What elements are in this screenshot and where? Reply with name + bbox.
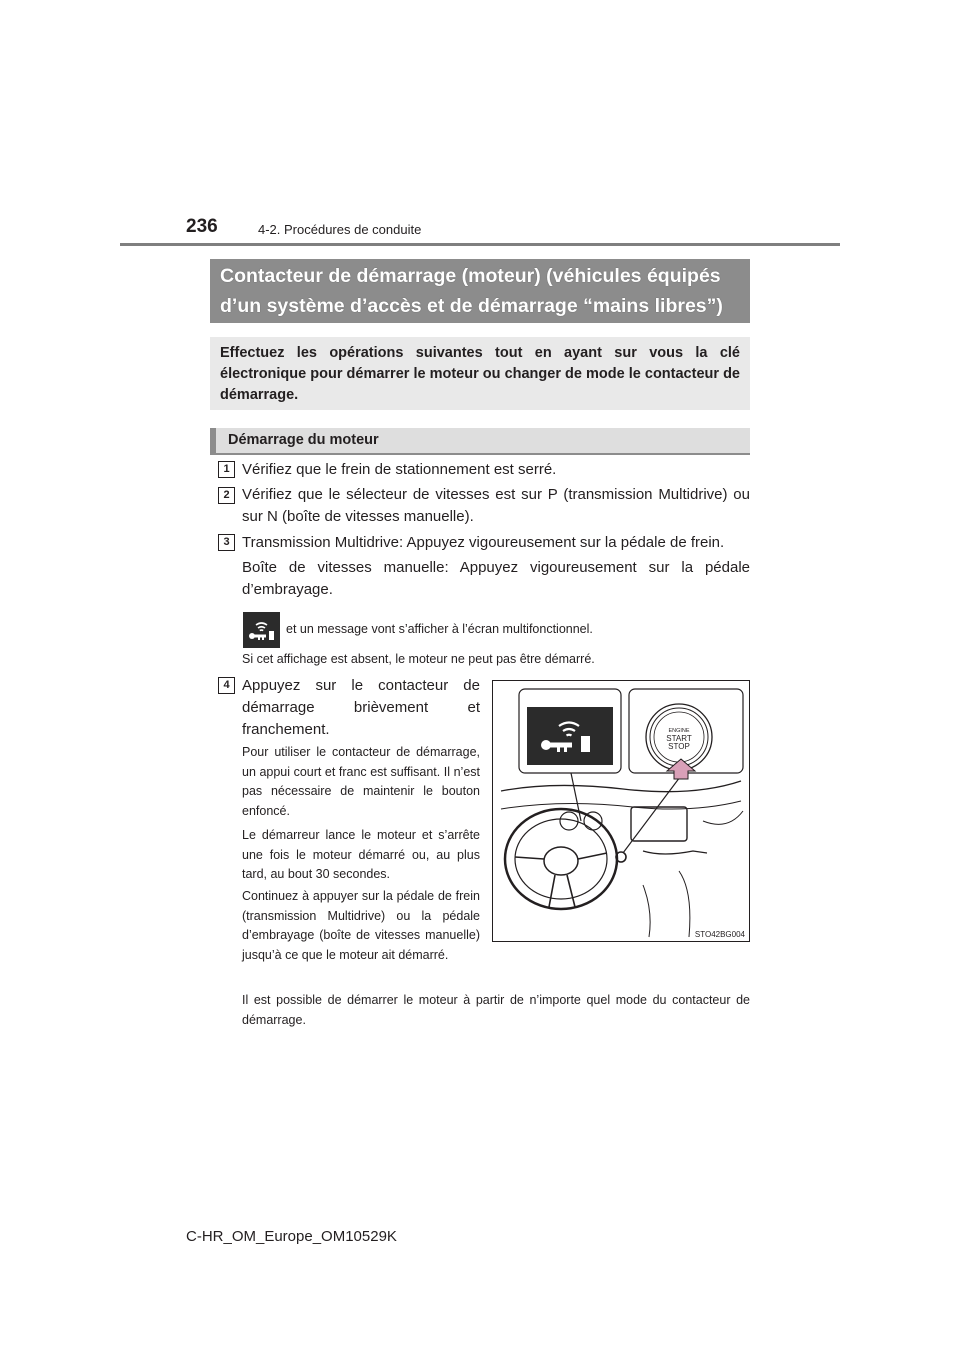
- indicator-absent-note: Si cet affichage est absent, le moteur ne peut pas être démarré.: [242, 652, 595, 666]
- section-header: [210, 428, 750, 455]
- dashboard-drawing: [493, 681, 749, 941]
- document-footer: C-HR_OM_Europe_OM10529K: [186, 1228, 397, 1245]
- intro-text: Effectuez les opérations suivantes tout en ayant sur vous la clé électronique pour démarrer le moteur ou changer de mode le contacteur de démarrage.: [210, 337, 750, 410]
- title-line-2: d’un système d’accès et de démarrage “mains libres”): [220, 295, 723, 317]
- step-number-3: 3: [218, 534, 235, 551]
- step-1-text: Vérifiez que le frein de stationnement est serré.: [242, 461, 557, 478]
- chapter-title: 4-2. Procédures de conduite: [258, 222, 422, 237]
- title-line-1: Contacteur de démarrage (moteur) (véhicules équipés: [220, 265, 721, 287]
- page-number: 236: [186, 216, 218, 237]
- dashboard-illustration: [492, 680, 750, 942]
- step-number-2: 2: [218, 487, 235, 504]
- step-number-1: 1: [218, 461, 235, 478]
- step-2-text: Vérifiez que le sélecteur de vitesses est sur P (transmission Multidrive) ou sur N (boîte de vitesses manuelle).: [242, 486, 750, 525]
- step-number-4: 4: [218, 677, 235, 694]
- page-title: [210, 259, 750, 323]
- step-4-text: Appuyez sur le contacteur de démarrage brièvement et franchement.: [242, 677, 480, 738]
- section-title: Démarrage du moteur: [228, 432, 379, 448]
- step-4-paragraph-1: Pour utiliser le contacteur de démarrage, un appui court et franc est suffisant. Il n’est pas nécessaire de maintenir le bouton enfoncé.: [242, 745, 480, 818]
- key-indicator-icon: [243, 612, 280, 648]
- indicator-note: et un message vont s’afficher à l’écran multifonctionnel.: [286, 622, 593, 636]
- button-label-stop: STOP: [668, 742, 690, 751]
- button-label-start: START: [666, 734, 692, 743]
- header-rule: [120, 243, 840, 246]
- button-label-engine: ENGINE: [668, 728, 690, 734]
- step-4-paragraph-3: Continuez à appuyer sur la pédale de frein (transmission Multidrive) ou la pédale d’embrayage (boîte de vitesses manuelle) jusqu’à ce que le moteur ait démarré.: [242, 889, 480, 962]
- final-note: Il est possible de démarrer le moteur à partir de n’importe quel mode du contacteur de démarrage.: [242, 993, 750, 1027]
- figure-code: STO42BG004: [694, 930, 745, 939]
- step-3-text-manual: Boîte de vitesses manuelle: Appuyez vigoureusement sur la pédale d’embrayage.: [242, 559, 750, 598]
- step-3-text: Transmission Multidrive: Appuyez vigoureusement sur la pédale de frein.: [242, 534, 725, 551]
- step-4-paragraph-2: Le démarreur lance le moteur et s’arrête une fois le moteur démarré ou, au plus tard, au bout 30 secondes.: [242, 828, 480, 881]
